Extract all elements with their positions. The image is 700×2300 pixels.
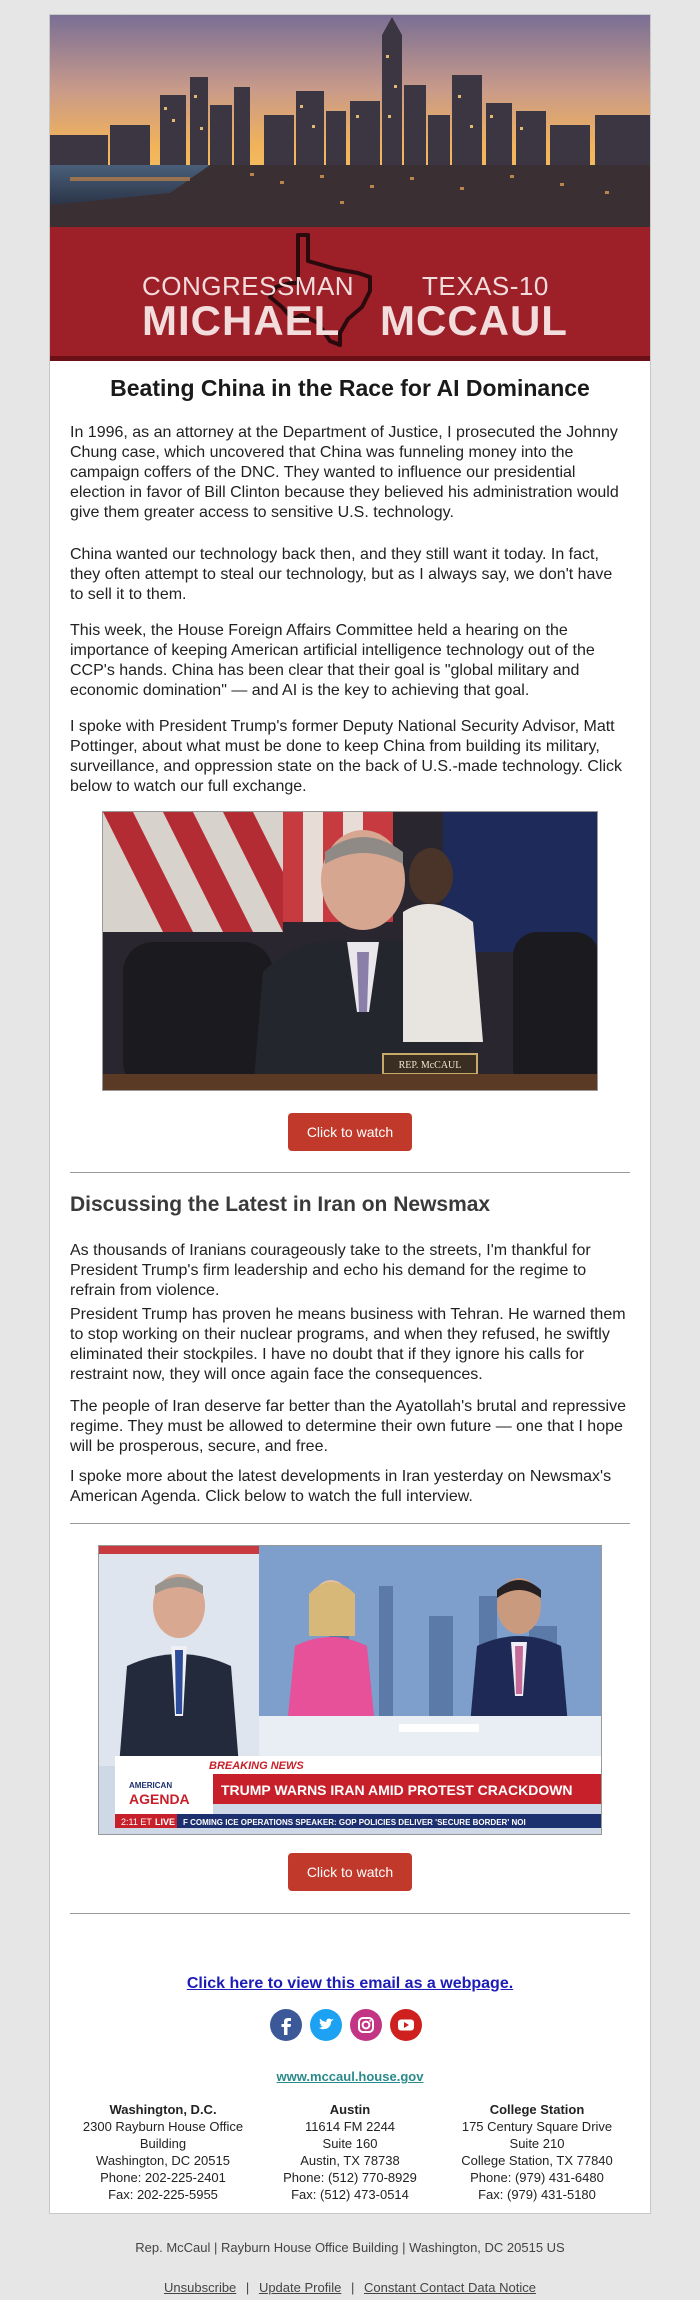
office-address-line: 11614 FM 2244 <box>304 2119 396 2134</box>
show-name-line1: AMERICAN <box>129 1781 173 1790</box>
banner-last-name: MCCAUL <box>380 297 568 344</box>
office-address-line: 2300 Rayburn House Office <box>82 2119 244 2134</box>
header-skyline-image <box>50 15 650 227</box>
instagram-icon[interactable] <box>350 2009 382 2041</box>
article2-paragraph: I spoke more about the latest developments in Iran yesterday on Newsmax's American Agenda. Click below to watch the full interview. <box>70 1468 612 1505</box>
show-name-line2: AGENDA <box>129 1791 190 1807</box>
banner-district-label: TEXAS-10 <box>422 271 549 301</box>
article1-paragraph: In 1996, as an attorney at the Department of Justice, I prosecuted the Johnny Chung case, which uncovered that China was funneling money into the campaign coffers of the DNC. They wanted to influence our presidential election in favor of Bill Clinton because they believed his administration would give them greater access to sensitive U.S. technology. <box>70 424 619 521</box>
nameplate-text: REP. McCAUL <box>398 1060 462 1071</box>
section-divider <box>70 1172 630 1173</box>
newsmax-video-thumbnail[interactable] <box>98 1545 602 1835</box>
article2-paragraph: The people of Iran deserve far better than the Ayatollah's brutal and repressive regime. They must be allowed to determine their own future — one that I hope will be prosperous, secure, and free. <box>70 1398 626 1455</box>
unsubscribe-link[interactable]: Unsubscribe <box>164 2280 237 2295</box>
office-address-line: Washington, DC 20515 <box>96 2153 230 2168</box>
breaking-news-label: BREAKING NEWS <box>209 1760 304 1772</box>
office-fax: Fax: (979) 431-5180 <box>478 2187 596 2202</box>
office-address-line: Austin, TX 78738 <box>300 2153 400 2168</box>
office-address-line: Building <box>139 2136 187 2151</box>
footer-links <box>0 2280 700 2295</box>
office-address-line: College Station, TX 77840 <box>461 2153 613 2168</box>
banner-congressman-label: CONGRESSMAN <box>142 271 355 301</box>
office-name: Washington, D.C. <box>109 2102 217 2117</box>
footer-separator: | <box>245 2280 250 2295</box>
email-container <box>49 14 651 2214</box>
section-divider <box>70 1523 630 1524</box>
office-phone: Phone: (512) 770-8929 <box>283 2170 417 2185</box>
article2-paragraph: President Trump has proven he means business with Tehran. He warned them to stop working on their nuclear programs, and when they refused, he swiftly eliminated their stockpiles. I have no doubt that if they ignore his calls for restraint now, they will once again face the consequences. <box>70 1306 626 1383</box>
office-phone: Phone: (979) 431-6480 <box>470 2170 604 2185</box>
office-address-line: 175 Century Square Drive <box>461 2119 613 2134</box>
office-name: Austin <box>329 2102 371 2117</box>
banner-first-name: MICHAEL <box>142 297 341 344</box>
footer-separator: | <box>350 2280 355 2295</box>
section-divider <box>70 1913 630 1914</box>
office-austin <box>257 2101 443 2203</box>
update-profile-link[interactable]: Update Profile <box>258 2280 342 2295</box>
website-link[interactable]: www.mccaul.house.gov <box>276 2069 424 2084</box>
youtube-icon[interactable] <box>390 2009 422 2041</box>
office-name: College Station <box>489 2102 585 2117</box>
footer-address: Rep. McCaul | Rayburn House Office Building | Washington, DC 20515 US <box>135 2240 565 2255</box>
office-address-line: Suite 160 <box>322 2136 378 2151</box>
tv-ticker: F COMING ICE OPERATIONS SPEAKER: GOP POLICIES DELIVER 'SECURE BORDER' NOI <box>183 1818 526 1827</box>
article1-paragraph: China wanted our technology back then, and they still want it today. In fact, they often attempt to steal our technology, but as I always say, we don't have to sell it to them. <box>70 546 613 603</box>
office-fax: Fax: 202-225-5955 <box>108 2187 218 2202</box>
office-phone: Phone: 202-225-2401 <box>100 2170 226 2185</box>
watch-hearing-button[interactable]: Click to watch <box>288 1113 412 1151</box>
tv-time: 2:11 ET <box>121 1817 152 1827</box>
office-address-line: Suite 210 <box>509 2136 565 2151</box>
data-notice-link[interactable]: Constant Contact Data Notice <box>363 2280 536 2295</box>
header-banner <box>50 227 650 361</box>
article1-title: Beating China in the Race for AI Dominance <box>110 375 590 401</box>
office-fax: Fax: (512) 473-0514 <box>291 2187 409 2202</box>
article1-paragraph: This week, the House Foreign Affairs Committee held a hearing on the importance of keeping American artificial intelligence technology out of the CCP's hands. China has been clear that their goal is "global military and economic domination" — and AI is the key to achieving that goal. <box>70 622 595 699</box>
view-as-webpage-link[interactable]: Click here to view this email as a webpage. <box>186 1975 514 1992</box>
twitter-icon[interactable] <box>310 2009 342 2041</box>
facebook-icon[interactable] <box>270 2009 302 2041</box>
article2-title: Discussing the Latest in Iran on Newsmax <box>70 1193 491 1216</box>
office-washington <box>70 2101 256 2203</box>
watch-newsmax-button[interactable]: Click to watch <box>288 1853 412 1891</box>
tv-live: LIVE <box>155 1817 176 1827</box>
article1-paragraph: I spoke with President Trump's former Deputy National Security Advisor, Matt Pottinger, about what must be done to keep China from building its military, surveillance, and oppression state on the back of U.S.-made technology. Click below to watch our full exchange. <box>70 718 622 795</box>
office-college-station <box>444 2101 630 2203</box>
hearing-video-thumbnail[interactable] <box>102 811 598 1091</box>
tv-headline: TRUMP WARNS IRAN AMID PROTEST CRACKDOWN <box>221 1782 573 1798</box>
article2-paragraph: As thousands of Iranians courageously take to the streets, I'm thankful for President Trump's firm leadership and echo his demand for the regime to refrain from violence. <box>70 1242 591 1299</box>
